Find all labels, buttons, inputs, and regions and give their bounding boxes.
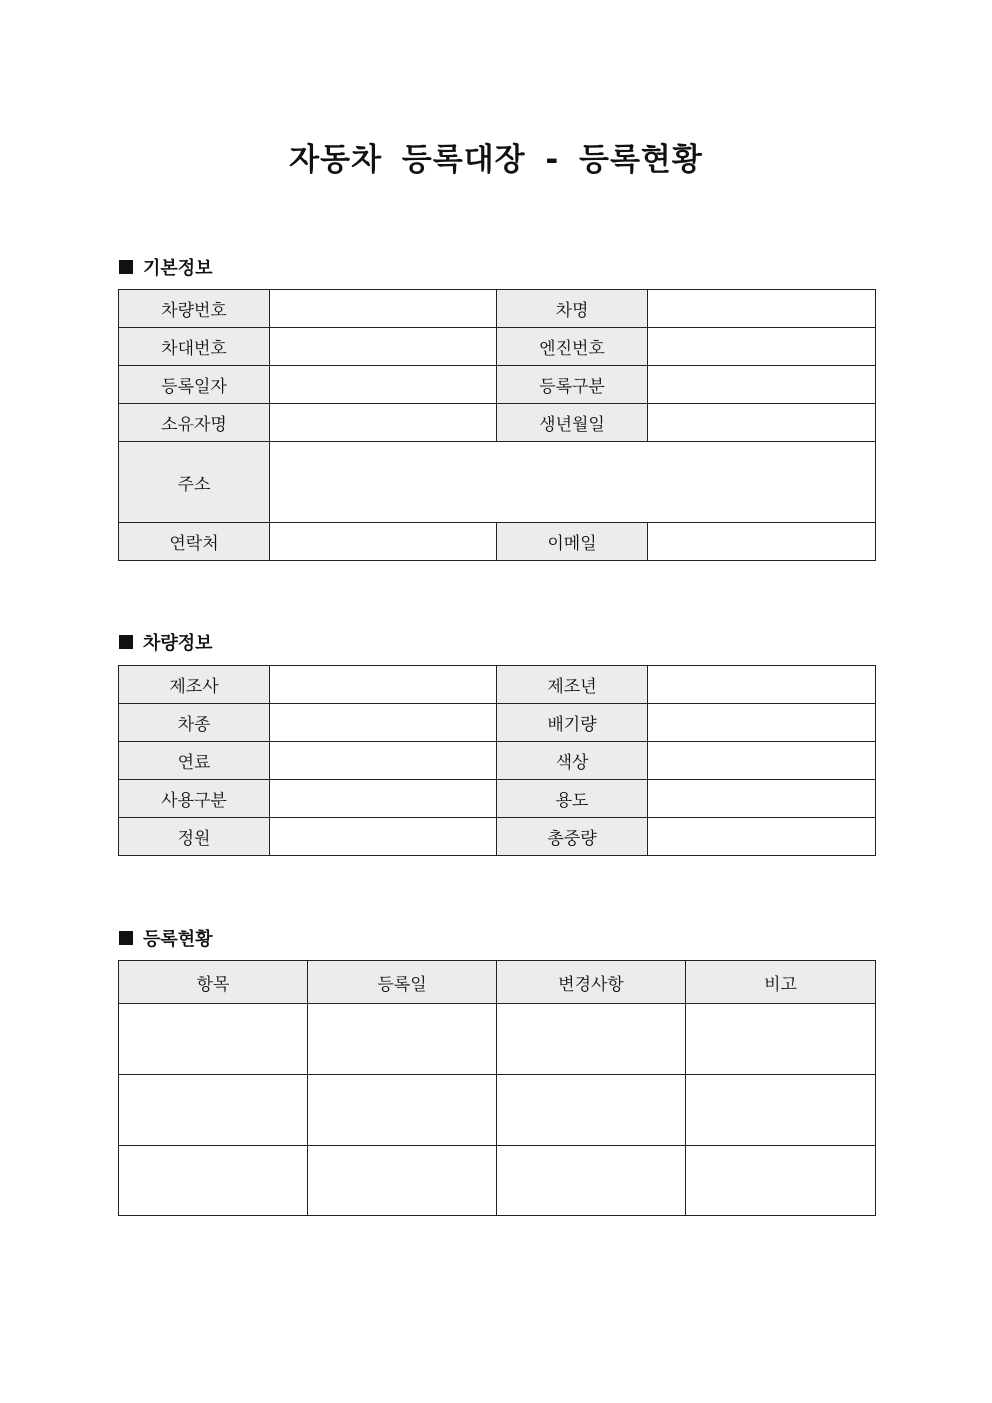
column-header-date: 등록일 bbox=[308, 961, 497, 1004]
table-cell[interactable] bbox=[497, 1146, 686, 1216]
field-label: 소유자명 bbox=[119, 404, 270, 442]
field-label: 사용구분 bbox=[119, 780, 270, 818]
field-label: 생년월일 bbox=[497, 404, 648, 442]
address-label: 주소 bbox=[119, 442, 270, 523]
field-value[interactable] bbox=[648, 404, 876, 442]
field-value[interactable] bbox=[648, 666, 876, 704]
field-value[interactable] bbox=[648, 742, 876, 780]
section-heading-vehicle bbox=[119, 629, 213, 655]
field-value[interactable] bbox=[270, 404, 497, 442]
column-header-changes: 변경사항 bbox=[497, 961, 686, 1004]
table-cell[interactable] bbox=[119, 1146, 308, 1216]
field-value[interactable] bbox=[270, 780, 497, 818]
table-row bbox=[119, 523, 876, 561]
section-heading-registration bbox=[119, 925, 213, 951]
field-label: 색상 bbox=[497, 742, 648, 780]
document-title: 자동차 등록대장 - 등록현황 bbox=[289, 142, 703, 178]
vehicle-info-table bbox=[118, 665, 876, 856]
table-row bbox=[119, 780, 876, 818]
field-label: 차대번호 bbox=[119, 328, 270, 366]
square-bullet-icon bbox=[119, 260, 133, 274]
field-label: 제조년 bbox=[497, 666, 648, 704]
field-value[interactable] bbox=[648, 818, 876, 856]
field-value[interactable] bbox=[648, 328, 876, 366]
address-value[interactable] bbox=[270, 442, 876, 523]
field-value[interactable] bbox=[648, 780, 876, 818]
field-label: 용도 bbox=[497, 780, 648, 818]
table-row bbox=[119, 404, 876, 442]
table-cell[interactable] bbox=[119, 1075, 308, 1146]
field-label: 엔진번호 bbox=[497, 328, 648, 366]
table-cell[interactable] bbox=[686, 1146, 876, 1216]
table-row bbox=[119, 742, 876, 780]
field-value[interactable] bbox=[648, 290, 876, 328]
field-value[interactable] bbox=[648, 366, 876, 404]
table-cell[interactable] bbox=[497, 1004, 686, 1075]
table-row bbox=[119, 1075, 876, 1146]
table-row bbox=[119, 1004, 876, 1075]
table-row bbox=[119, 704, 876, 742]
field-label: 총중량 bbox=[497, 818, 648, 856]
field-value[interactable] bbox=[270, 290, 497, 328]
field-value[interactable] bbox=[270, 666, 497, 704]
email-label: 이메일 bbox=[497, 523, 648, 561]
table-row-address bbox=[119, 442, 876, 523]
table-cell[interactable] bbox=[686, 1075, 876, 1146]
field-label: 제조사 bbox=[119, 666, 270, 704]
table-cell[interactable] bbox=[119, 1004, 308, 1075]
column-header-item: 항목 bbox=[119, 961, 308, 1004]
table-row bbox=[119, 818, 876, 856]
field-value[interactable] bbox=[270, 366, 497, 404]
field-value[interactable] bbox=[270, 742, 497, 780]
field-label: 차종 bbox=[119, 704, 270, 742]
table-row bbox=[119, 328, 876, 366]
field-label: 등록구분 bbox=[497, 366, 648, 404]
table-row bbox=[119, 1146, 876, 1216]
section-heading-label: 기본정보 bbox=[143, 258, 213, 279]
field-value[interactable] bbox=[270, 818, 497, 856]
field-value[interactable] bbox=[648, 704, 876, 742]
field-label: 차량번호 bbox=[119, 290, 270, 328]
field-value[interactable] bbox=[270, 704, 497, 742]
field-label: 배기량 bbox=[497, 704, 648, 742]
email-value[interactable] bbox=[648, 523, 876, 561]
column-header-remarks: 비고 bbox=[686, 961, 876, 1004]
section-heading-basic bbox=[119, 254, 213, 280]
table-header-row bbox=[119, 961, 876, 1004]
table-row bbox=[119, 366, 876, 404]
basic-info-table bbox=[118, 289, 876, 561]
table-cell[interactable] bbox=[686, 1004, 876, 1075]
field-value[interactable] bbox=[270, 328, 497, 366]
square-bullet-icon bbox=[119, 931, 133, 945]
table-cell[interactable] bbox=[497, 1075, 686, 1146]
table-cell[interactable] bbox=[308, 1004, 497, 1075]
table-row bbox=[119, 666, 876, 704]
table-cell[interactable] bbox=[308, 1075, 497, 1146]
field-label: 정원 bbox=[119, 818, 270, 856]
contact-label: 연락처 bbox=[119, 523, 270, 561]
section-heading-label: 등록현황 bbox=[143, 929, 213, 950]
field-label: 차명 bbox=[497, 290, 648, 328]
square-bullet-icon bbox=[119, 635, 133, 649]
field-label: 등록일자 bbox=[119, 366, 270, 404]
contact-value[interactable] bbox=[270, 523, 497, 561]
registration-status-table bbox=[118, 960, 876, 1216]
table-cell[interactable] bbox=[308, 1146, 497, 1216]
field-label: 연료 bbox=[119, 742, 270, 780]
section-heading-label: 차량정보 bbox=[143, 633, 213, 654]
table-row bbox=[119, 290, 876, 328]
